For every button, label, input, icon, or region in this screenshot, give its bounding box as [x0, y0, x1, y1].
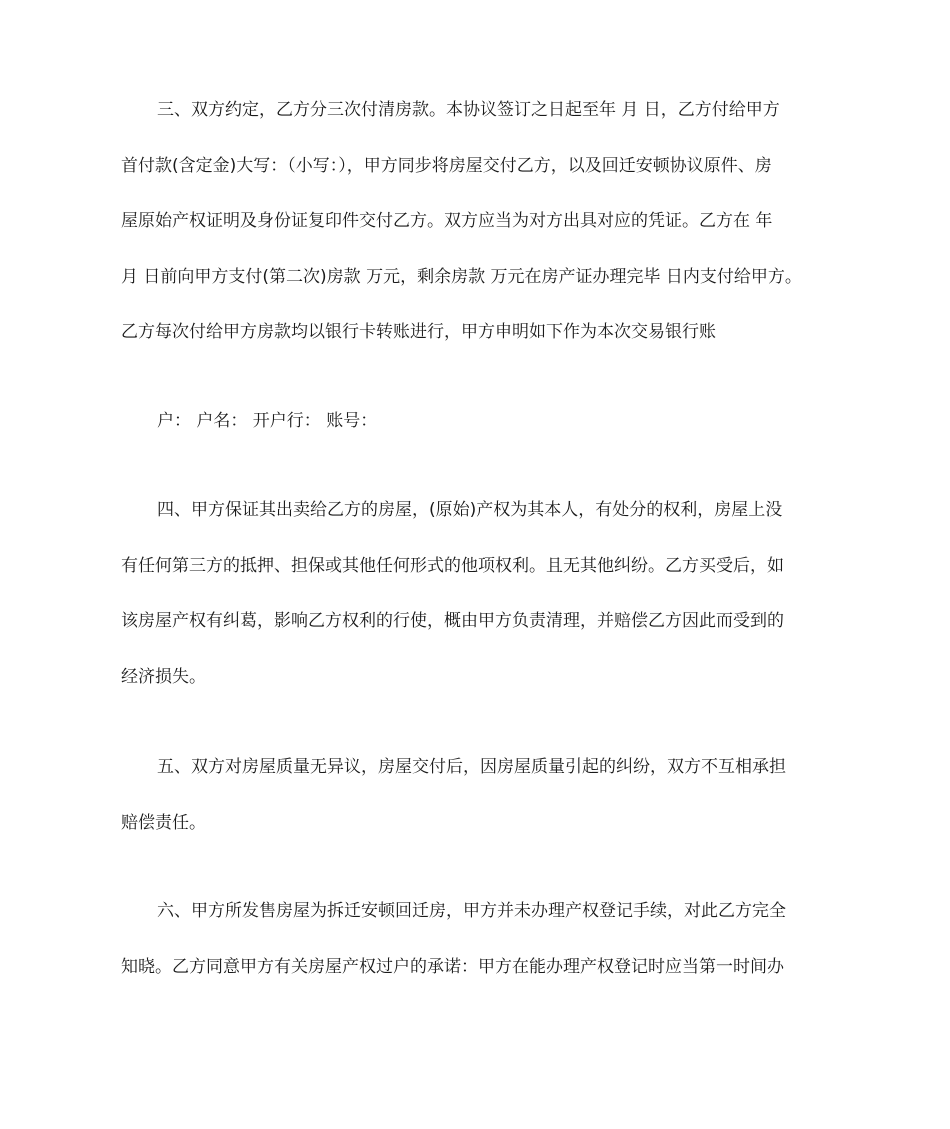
paragraph-4-line-3: 该房屋产权有纠葛，影响乙方权利的行使，概由甲方负责清理，并赔偿乙方因此而受到的 [121, 611, 784, 631]
paragraph-3-line-1: 三、双方约定，乙方分三次付清房款。本协议签订之日起至年 月 日，乙方付给甲方 [157, 100, 780, 120]
paragraph-6-line-2: 知晓。乙方同意甲方有关房屋产权过户的承诺：甲方在能办理产权登记时应当第一时间办 [121, 957, 784, 977]
paragraph-4-line-1: 四、甲方保证其出卖给乙方的房屋，(原始)产权为其本人，有处分的权利，房屋上没 [157, 500, 783, 520]
paragraph-3-line-4: 月 日前向甲方支付(第二次)房款 万元，剩余房款 万元在房产证办理完毕 日内支付给甲方。 [121, 267, 802, 287]
paragraph-5-line-1: 五、双方对房屋质量无异议，房屋交付后，因房屋质量引起的纠纷，双方不互相承担 [157, 757, 786, 777]
paragraph-3-line-3: 屋原始产权证明及身份证复印件交付乙方。双方应当为对方出具对应的凭证。乙方在 年 [121, 211, 773, 231]
paragraph-5-line-2: 赔偿责任。 [121, 813, 206, 833]
paragraph-4-line-2: 有任何第三方的抵押、担保或其他任何形式的他项权利。且无其他纠纷。乙方买受后，如 [121, 556, 784, 576]
paragraph-3-line-5: 乙方每次付给甲方房款均以银行卡转账进行，甲方申明如下作为本次交易银行账 [121, 322, 716, 342]
bank-account-line: 户： 户名： 开户行： 账号： [157, 411, 378, 431]
paragraph-4-line-4: 经济损失。 [121, 667, 206, 687]
paragraph-3-line-2: 首付款(含定金)大写：（小写：），甲方同步将房屋交付乙方，以及回迁安顿协议原件、房 [121, 156, 772, 176]
paragraph-6-line-1: 六、甲方所发售房屋为拆迁安顿回迁房，甲方并未办理产权登记手续，对此乙方完全 [157, 901, 786, 921]
